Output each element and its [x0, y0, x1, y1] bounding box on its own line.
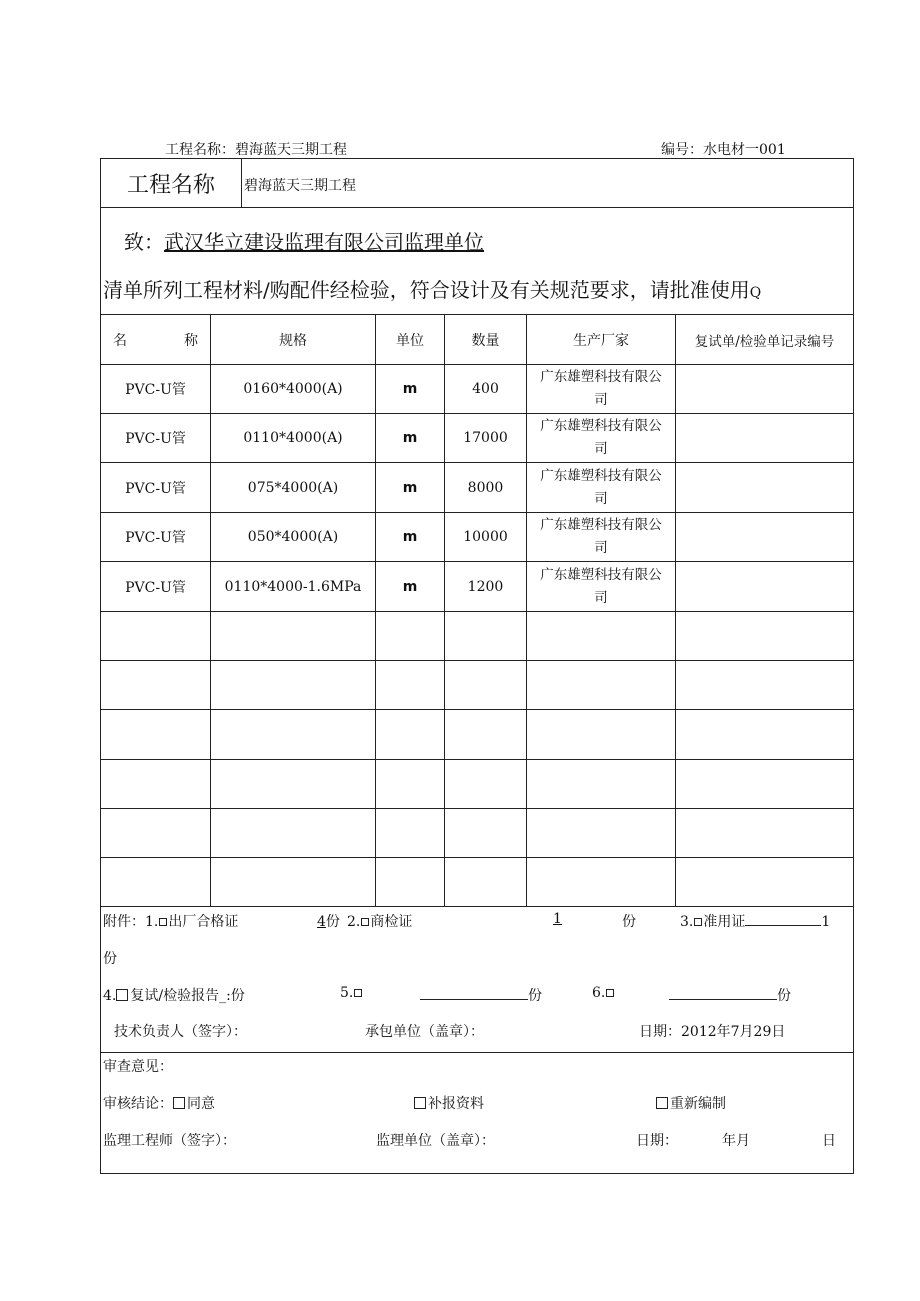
row-unit: m — [402, 430, 418, 446]
col-header-qty: 数量 — [471, 332, 500, 349]
row-spec: 075*4000(A) — [247, 479, 339, 496]
review-supplement — [414, 1093, 484, 1113]
col-header-record: 复试单/检验单记录编号 — [694, 333, 835, 350]
checkbox-icon[interactable] — [159, 918, 167, 926]
row-qty: 8000 — [467, 479, 504, 496]
attachment-1-count-value: 4 — [317, 914, 326, 930]
attachment-3-blank[interactable] — [745, 913, 821, 926]
approval-statement-text: 清单所列工程材料/购配件经检验，符合设计及有关规范要求，请批准使用 — [103, 278, 750, 302]
attachments-line1 — [103, 911, 238, 931]
attachment-1-number: 1. — [145, 914, 159, 930]
row-mfr-line2: 司 — [594, 589, 608, 606]
attachment-1-unit: 份 — [325, 914, 340, 930]
checkbox-agree[interactable] — [173, 1097, 185, 1109]
review-conclusion-label: 审核结论： — [103, 1096, 173, 1112]
attachment-2-unit: 份 — [622, 914, 636, 930]
attachment-5-count — [420, 985, 542, 1005]
addressee-prefix: 致： — [124, 230, 164, 254]
checkbox-icon[interactable] — [116, 989, 128, 1001]
row-record — [676, 463, 853, 512]
row-mfr-line2: 司 — [594, 490, 608, 507]
project-value: 碧海蓝天三期工程 — [244, 178, 356, 194]
row-qty: 10000 — [463, 529, 508, 545]
row-mfr-line1: 广东雄塑科技有限公 — [540, 369, 662, 385]
row-name: PVC-U管 — [125, 480, 186, 497]
attachment-6 — [592, 985, 615, 1001]
project-label: 工程名称 — [126, 172, 215, 198]
row-record — [676, 513, 853, 561]
row-spec: 0160*4000(A) — [243, 381, 343, 397]
col-header-mfr: 生产厂家 — [573, 332, 629, 349]
attachment-1-text: 出厂合格证 — [168, 914, 239, 930]
review-date-year-month: 年月 — [722, 1133, 750, 1149]
header-project-label: 工程名称： — [165, 142, 235, 158]
attachment-1-count — [317, 911, 340, 931]
row-mfr-line1: 广东雄塑科技有限公 — [540, 467, 662, 484]
row-mfr-line1: 广东雄塑科技有限公 — [540, 517, 662, 533]
row-spec: 0110*4000(A) — [243, 430, 343, 446]
header-number-value: 水电材一001 — [703, 142, 786, 158]
row-name: PVC-U管 — [125, 431, 186, 447]
checkbox-icon[interactable] — [694, 918, 702, 926]
tech-lead-signature: 技术负责人（签字）： — [114, 1024, 247, 1040]
attachment-5-number: 5. — [340, 985, 354, 1001]
attachment-2-number: 2. — [347, 914, 361, 930]
supervisor-engineer-signature: 监理工程师（签字）： — [103, 1133, 236, 1149]
row-name: PVC-U管 — [125, 382, 186, 398]
attachment-6-number: 6. — [592, 985, 606, 1001]
attachment-3-unit: 份 — [103, 951, 117, 967]
review-recompile — [656, 1093, 726, 1113]
attachment-4 — [103, 985, 245, 1005]
row-unit: m — [402, 529, 418, 545]
header-number — [661, 139, 786, 159]
row-record — [676, 562, 853, 611]
row-qty: 17000 — [463, 430, 508, 446]
attachment-5-unit: 份 — [528, 988, 542, 1004]
row-spec: 0110*4000-1.6MPa — [224, 578, 362, 595]
header-project — [165, 139, 347, 159]
row-mfr — [527, 562, 675, 611]
review-date-label: 日期： — [636, 1133, 678, 1149]
addressee — [124, 226, 484, 255]
attachment-3 — [680, 911, 830, 931]
col-header-unit: 单位 — [396, 332, 424, 349]
col-header-name-2: 称 — [184, 332, 198, 349]
approval-statement-tail: Q — [749, 285, 762, 301]
attachment-2-text: 商检证 — [370, 914, 413, 930]
attachment-3-number: 3. — [680, 914, 694, 930]
row-mfr-line2: 司 — [594, 392, 608, 408]
row-unit: m — [402, 381, 418, 397]
col-header-spec: 规格 — [279, 332, 307, 349]
review-opinion: 审查意见： — [103, 1059, 173, 1075]
attachment-6-unit: 份 — [777, 988, 791, 1004]
row-qty: 400 — [472, 381, 499, 397]
row-mfr-line2: 司 — [594, 540, 608, 556]
review-date-day: 日 — [822, 1133, 836, 1149]
row-mfr — [527, 463, 675, 512]
row-mfr — [527, 365, 675, 413]
attachments-label: 附件： — [103, 914, 145, 930]
attachment-6-count — [669, 985, 791, 1005]
row-unit: m — [402, 479, 418, 496]
checkbox-recompile[interactable] — [656, 1097, 668, 1109]
attachment-3-count: 1 — [821, 914, 831, 930]
checkbox-icon[interactable] — [354, 989, 362, 997]
attachment-2 — [347, 911, 412, 931]
row-name: PVC-U管 — [125, 530, 186, 546]
row-qty: 1200 — [467, 578, 504, 595]
approval-statement — [103, 274, 761, 303]
row-mfr-line1: 广东雄塑科技有限公 — [540, 418, 662, 434]
row-mfr-line2: 司 — [594, 441, 608, 457]
review-conclusion — [103, 1093, 215, 1113]
addressee-name: 武汉华立建设监理有限公司监理单位 — [164, 230, 484, 254]
attachment-4-text: 复试/检验报告_:份 — [130, 988, 245, 1004]
checkbox-icon[interactable] — [361, 918, 369, 926]
col-header-name-1: 名 — [113, 332, 127, 349]
row-mfr — [527, 513, 675, 561]
row-unit: m — [402, 578, 418, 595]
header-project-value: 碧海蓝天三期工程 — [235, 142, 347, 158]
attachment-6-blank[interactable] — [669, 987, 777, 1000]
supervisor-unit-seal: 监理单位（盖章）： — [376, 1133, 495, 1149]
row-record — [676, 414, 853, 462]
checkbox-icon[interactable] — [606, 989, 614, 997]
row-spec: 050*4000(A) — [247, 529, 339, 545]
attachment-5 — [340, 985, 363, 1001]
option-supplement: 补报资料 — [428, 1096, 484, 1112]
col-header-name — [101, 315, 210, 364]
checkbox-supplement[interactable] — [414, 1097, 426, 1109]
attachment-4-number: 4. — [103, 988, 117, 1004]
contractor-seal: 承包单位（盖章）： — [365, 1024, 484, 1040]
row-record — [676, 365, 853, 413]
row-name: PVC-U管 — [125, 579, 186, 596]
attachment-2-count: 1 — [553, 911, 562, 927]
row-mfr-line1: 广东雄塑科技有限公 — [540, 566, 662, 583]
signoff-date: 日期：2012年7月29日 — [639, 1024, 786, 1040]
row-mfr — [527, 414, 675, 462]
attachment-3-text: 准用证 — [703, 914, 746, 930]
attachment-5-blank[interactable] — [420, 987, 528, 1000]
header-number-label: 编号： — [661, 142, 703, 158]
option-agree: 同意 — [187, 1096, 215, 1112]
option-recompile: 重新编制 — [670, 1096, 726, 1112]
